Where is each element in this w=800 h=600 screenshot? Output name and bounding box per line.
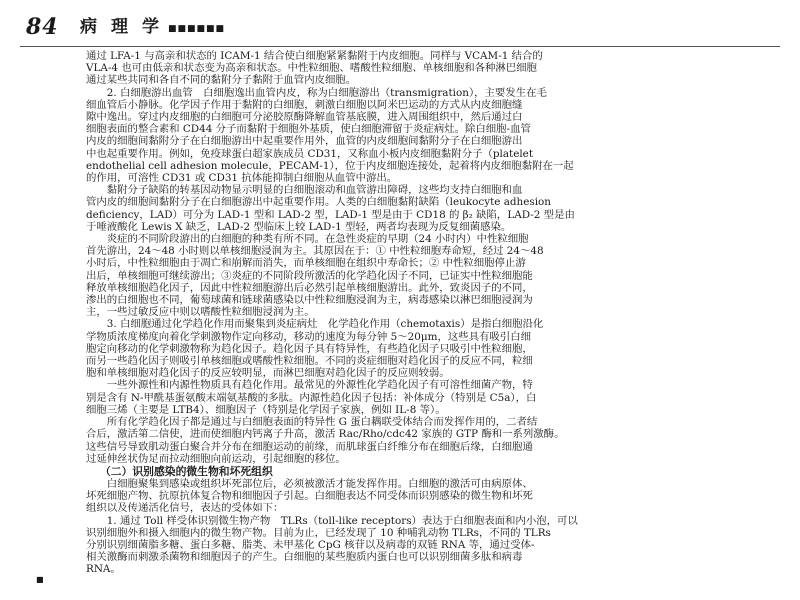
body-paragraph: 3. 白细胞通过化学趋化作用而聚集到炎症病灶 化学趋化作用（chemotaxis）是指白细胞沿化 学物质浓度梯度向着化学刺激物作定向移动，移动的速度为每分钟 5～20μm，这些具有吸引白细 胞定向移动的化学刺激物称为趋化因子。趋化因子具有特异性，有些趋化因子只吸引中性粒细胞， 而另一些趋化因子则吸引单核细胞或嗜酸性粒细胞。不同的炎症细胞对趋化因子的反应不同，粒细 胞和单核细胞对趋化因子的反应较明显，而淋巴细胞对趋化因子的反应则较弱。: [86, 318, 544, 380]
book-title: 病理学: [80, 17, 173, 37]
body-paragraph: 黏附分子缺陷的转基因动物显示明显的白细胞滚动和血管游出障碍，这些均支持白细胞和血 管内皮的细胞间黏附分子在白细胞游出中起重要作用。人类的白细胞黏附缺陷（leukocyte adhesion deficiency，LAD）可分为 LAD-1 型和 LAD-2 型，LAD-1 型是由于 CD18 的 β₂ 缺陷，LAD-2 型是由 于唾液酸化 Lewis X 缺乏，LAD-2 型临床上较 LAD-1 型轻，两者均表现为反复细菌感染。: [86, 184, 575, 233]
body-paragraph: 2. 白细胞游出血管 白细胞逸出血管内皮，称为白细胞游出（transmigration），主要发生在毛 细血管后小静脉。化学因子作用于黏附的白细胞，刺激白细胞以阿米巴运动的方式从内皮细胞缝 隙中逸出。穿过内皮细胞的白细胞可分泌胶原酶降解血管基底膜，进入周围组织中，然后通过白 细胞表面的整合素和 CD44 分子而黏附于细胞外基质，使白细胞滞留于炎症病灶。除白细胞-血管 内皮的细胞间黏附分子在白细胞游出中起重要作用外，血管的内皮细胞间黏附分子在白细胞游出 中也起重要作用。例如，免疫球蛋白超家族成员 CD31，又称血小板内皮细胞黏附分子（platelet endothelial cell adhesion molecule，PECAM-1），位于内皮细胞连接处，起着将内皮细胞黏附在一起 的作用，可溶性 CD31 或 CD31 抗体能抑制白细胞从血管中游出。: [86, 86, 574, 185]
footer-mark: ■: [36, 575, 44, 584]
page-number: 84: [26, 14, 59, 40]
body-paragraph: 所有化学趋化因子都是通过与白细胞表面的特异性 G 蛋白耦联受体结合而发挥作用的，二者结 合后，激活第二信使，进而使细胞内钙离子升高，激活 Rac/Rho/cdc42 家族的 GTP 酶和一系列激酶。 这些信号导致肌动蛋白聚合并分布在细胞运动的前缘，而肌球蛋白纤维分布在细胞后缘，白细胞通 过延伸丝状伪足而拉动细胞向前运动，引起细胞的移位。: [86, 416, 565, 465]
page-header: [20, 12, 780, 44]
body-paragraph: 白细胞聚集到感染或组织坏死部位后，必须被激活才能发挥作用。白细胞的激活可由病原体、 坏死细胞产物、抗原抗体复合物和细胞因子引起。白细胞表达不同受体而识别感染的微生物和坏死 组织以及传递活化信号，表达的受体如下：: [86, 477, 533, 515]
body-paragraph: 1. 通过 Toll 样受体识别微生物产物 TLRs（toll-like receptors）表达于白细胞表面和内小泡，可以 识别细胞外和摄入细胞内的微生物产物。目前为止，已经发现了 10 种哺乳动物 TLRs，不同的 TLRs 分别识别细菌脂多糖、蛋白多糖、脂类、未甲基化 CpG 核苷以及病毒的双链 RNA 等，通过受体- 相关激酶而刺激杀菌物和细胞因子的产生。白细胞的某些胞质内蛋白也可以识别细菌多肽和病毒 RNA。: [86, 514, 578, 576]
header-divider: [20, 46, 780, 47]
body-paragraph: 炎症的不同阶段游出的白细胞的种类有所不同。在急性炎症的早期（24 小时内）中性粒细胞 首先游出，24～48 小时则以单核细胞浸润为主。其原因在于：① 中性粒细胞寿命短，经过 24～48 小时后，中性粒细胞由于凋亡和崩解而消失，而单核细胞在组织中寿命长；② 中性粒细胞停止游 出后，单核细胞可继续游出；③炎症的不同阶段所激活的化学趋化因子不同，已证实中性粒细胞能 释放单核细胞趋化因子，因此中性粒细胞游出后必然引起单核细胞游出。此外，致炎因子的不同， 渗出的白细胞也不同，葡萄球菌和链球菌感染以中性粒细胞浸润为主，病毒感染以淋巴细胞浸润为 主，一些过敏反应中则以嗜酸性粒细胞浸润为主。: [86, 233, 544, 319]
body-paragraph: 一些外源性和内源性物质具有趋化作用。最常见的外源性化学趋化因子有可溶性细菌产物，特 别是含有 N-甲酰基蛋氨酸末端氨基酸的多肽。内源性趋化因子包括：补体成分（特别是 C5a），白 细胞三烯（主要是 LTB4）、细胞因子（特别是化学因子家族，例如 IL-8 等）。: [86, 379, 537, 416]
body-paragraph: 通过 LFA-1 与高亲和状态的 ICAM-1 结合使白细胞紧紧黏附于内皮细胞。同样与 VCAM-1 结合的 VLA-4 也可由低亲和状态变为高亲和状态。中性粒细胞、嗜酸性粒细胞、单核细胞和各种淋巴细胞 通过某些共同和各自不同的黏附分子黏附于血管内皮细胞。: [86, 50, 543, 87]
title-decoration: ■■■■■■: [168, 24, 226, 34]
section-subheading: （二）识别感染的微生物和坏死组织: [100, 464, 273, 478]
page-body: [86, 50, 726, 576]
